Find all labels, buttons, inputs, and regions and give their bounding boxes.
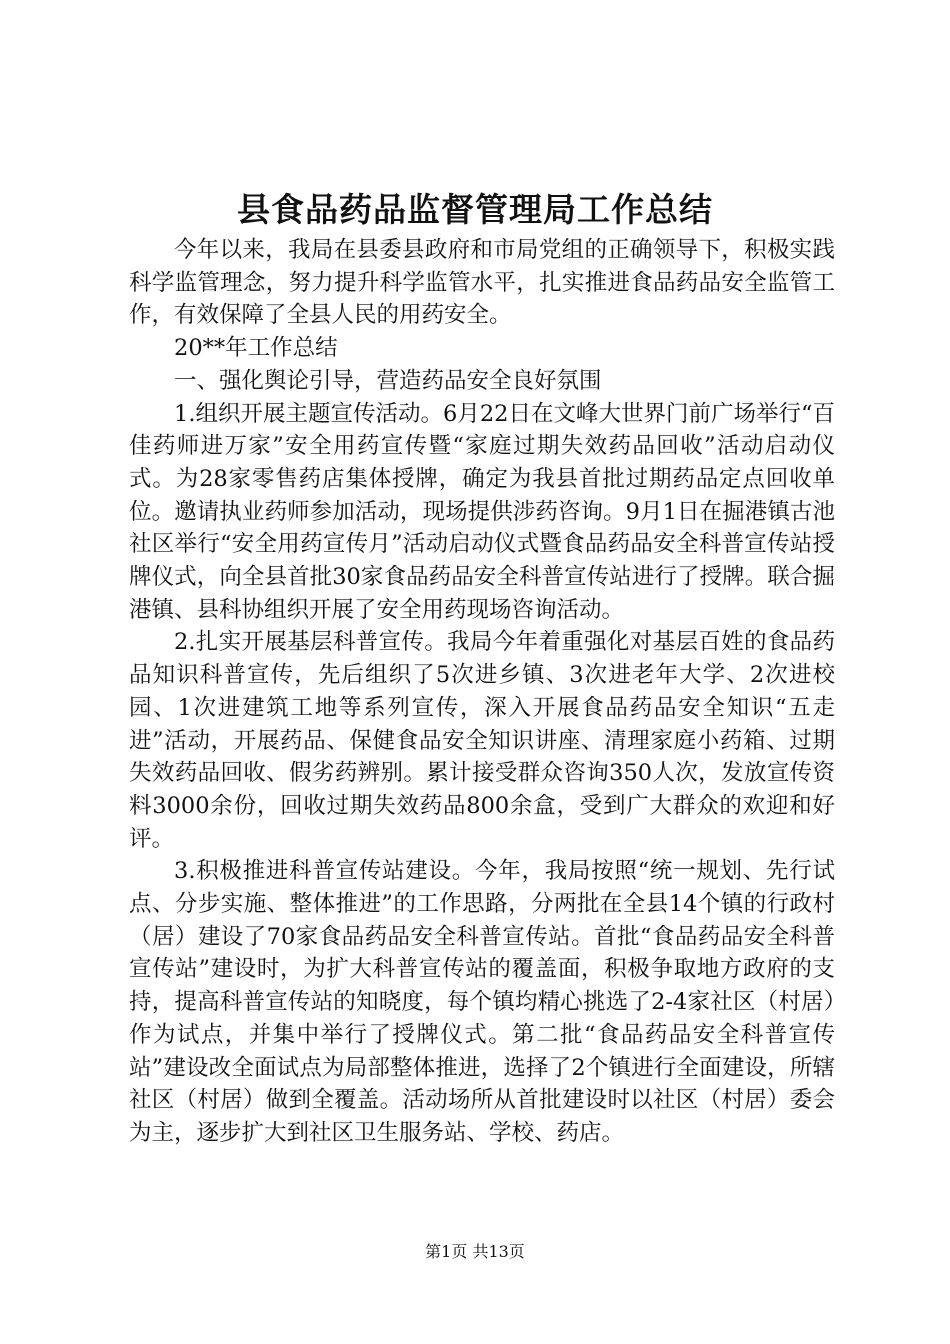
section-heading-1: 一、强化舆论引导，营造药品安全良好氛围 xyxy=(174,367,602,394)
paragraph-item-3: 3.积极推进科普宣传站建设。今年，我局按照“统一规划、先行试点、分步实施、整体推进”的工作思路，分两批在全县14个镇的行政村（居）建设了70家食品药品安全科普宣传站。首批“食品药品安全科普宣传站”建设时，为扩大科普宣传站的覆盖面，积极争取地方政府的支持，提高科普宣传站的知晓度，每个镇均精心挑选了2-4家社区（村居）作为试点，并集中举行了授牌仪式。第二批“食品药品安全科普宣传站”建设改全面试点为局部整体推进，选择了2个镇进行全面建设，所辖社区（村居）做到全覆盖。活动场所从首批建设时以社区（村居）委会为主，逐步扩大到社区卫生服务站、学校、药店。 xyxy=(129,858,835,1146)
paragraph-item-1: 1.组织开展主题宣传活动。6月22日在文峰大世界门前广场举行“百佳药师进万家”安全用药宣传暨“家庭过期失效药品回收”活动启动仪式。为28家零售药店集体授牌，确定为我县首批过期药品定点回收单位。邀请执业药师参加活动，现场提供涉药咨询。9月1日在掘港镇古池社区举行“安全用药宣传月”活动启动仪式暨食品药品安全科普宣传站授牌仪式，向全县首批30家食品药品安全科普宣传站进行了授牌。联合掘港镇、县科协组织开展了安全用药现场咨询活动。 xyxy=(129,400,835,623)
document-title: 县食品药品监督管理局工作总结 xyxy=(237,190,713,229)
section-heading-summary: 20**年工作总结 xyxy=(174,335,338,362)
intro-paragraph: 今年以来，我局在县委县政府和市局党组的正确领导下，积极实践科学监管理念，努力提升科学监管水平，扎实推进食品药品安全监管工作，有效保障了全县人民的用药安全。 xyxy=(129,237,835,329)
page-footer: 第1页 共13页 xyxy=(425,1242,525,1261)
document-body xyxy=(129,234,835,1150)
paragraph-item-2: 2.扎实开展基层科普宣传。我局今年着重强化对基层百姓的食品药品知识科普宣传，先后组织了5次进乡镇、3次进老年大学、2次进校园、1次进建筑工地等系列宣传，深入开展食品药品安全知识“五走进”活动，开展药品、保健食品安全知识讲座、清理家庭小药箱、过期失效药品回收、假劣药辨别。累计接受群众咨询350人次，发放宣传资料3000余份，回收过期失效药品800余盒，受到广大群众的欢迎和好评。 xyxy=(129,629,835,852)
